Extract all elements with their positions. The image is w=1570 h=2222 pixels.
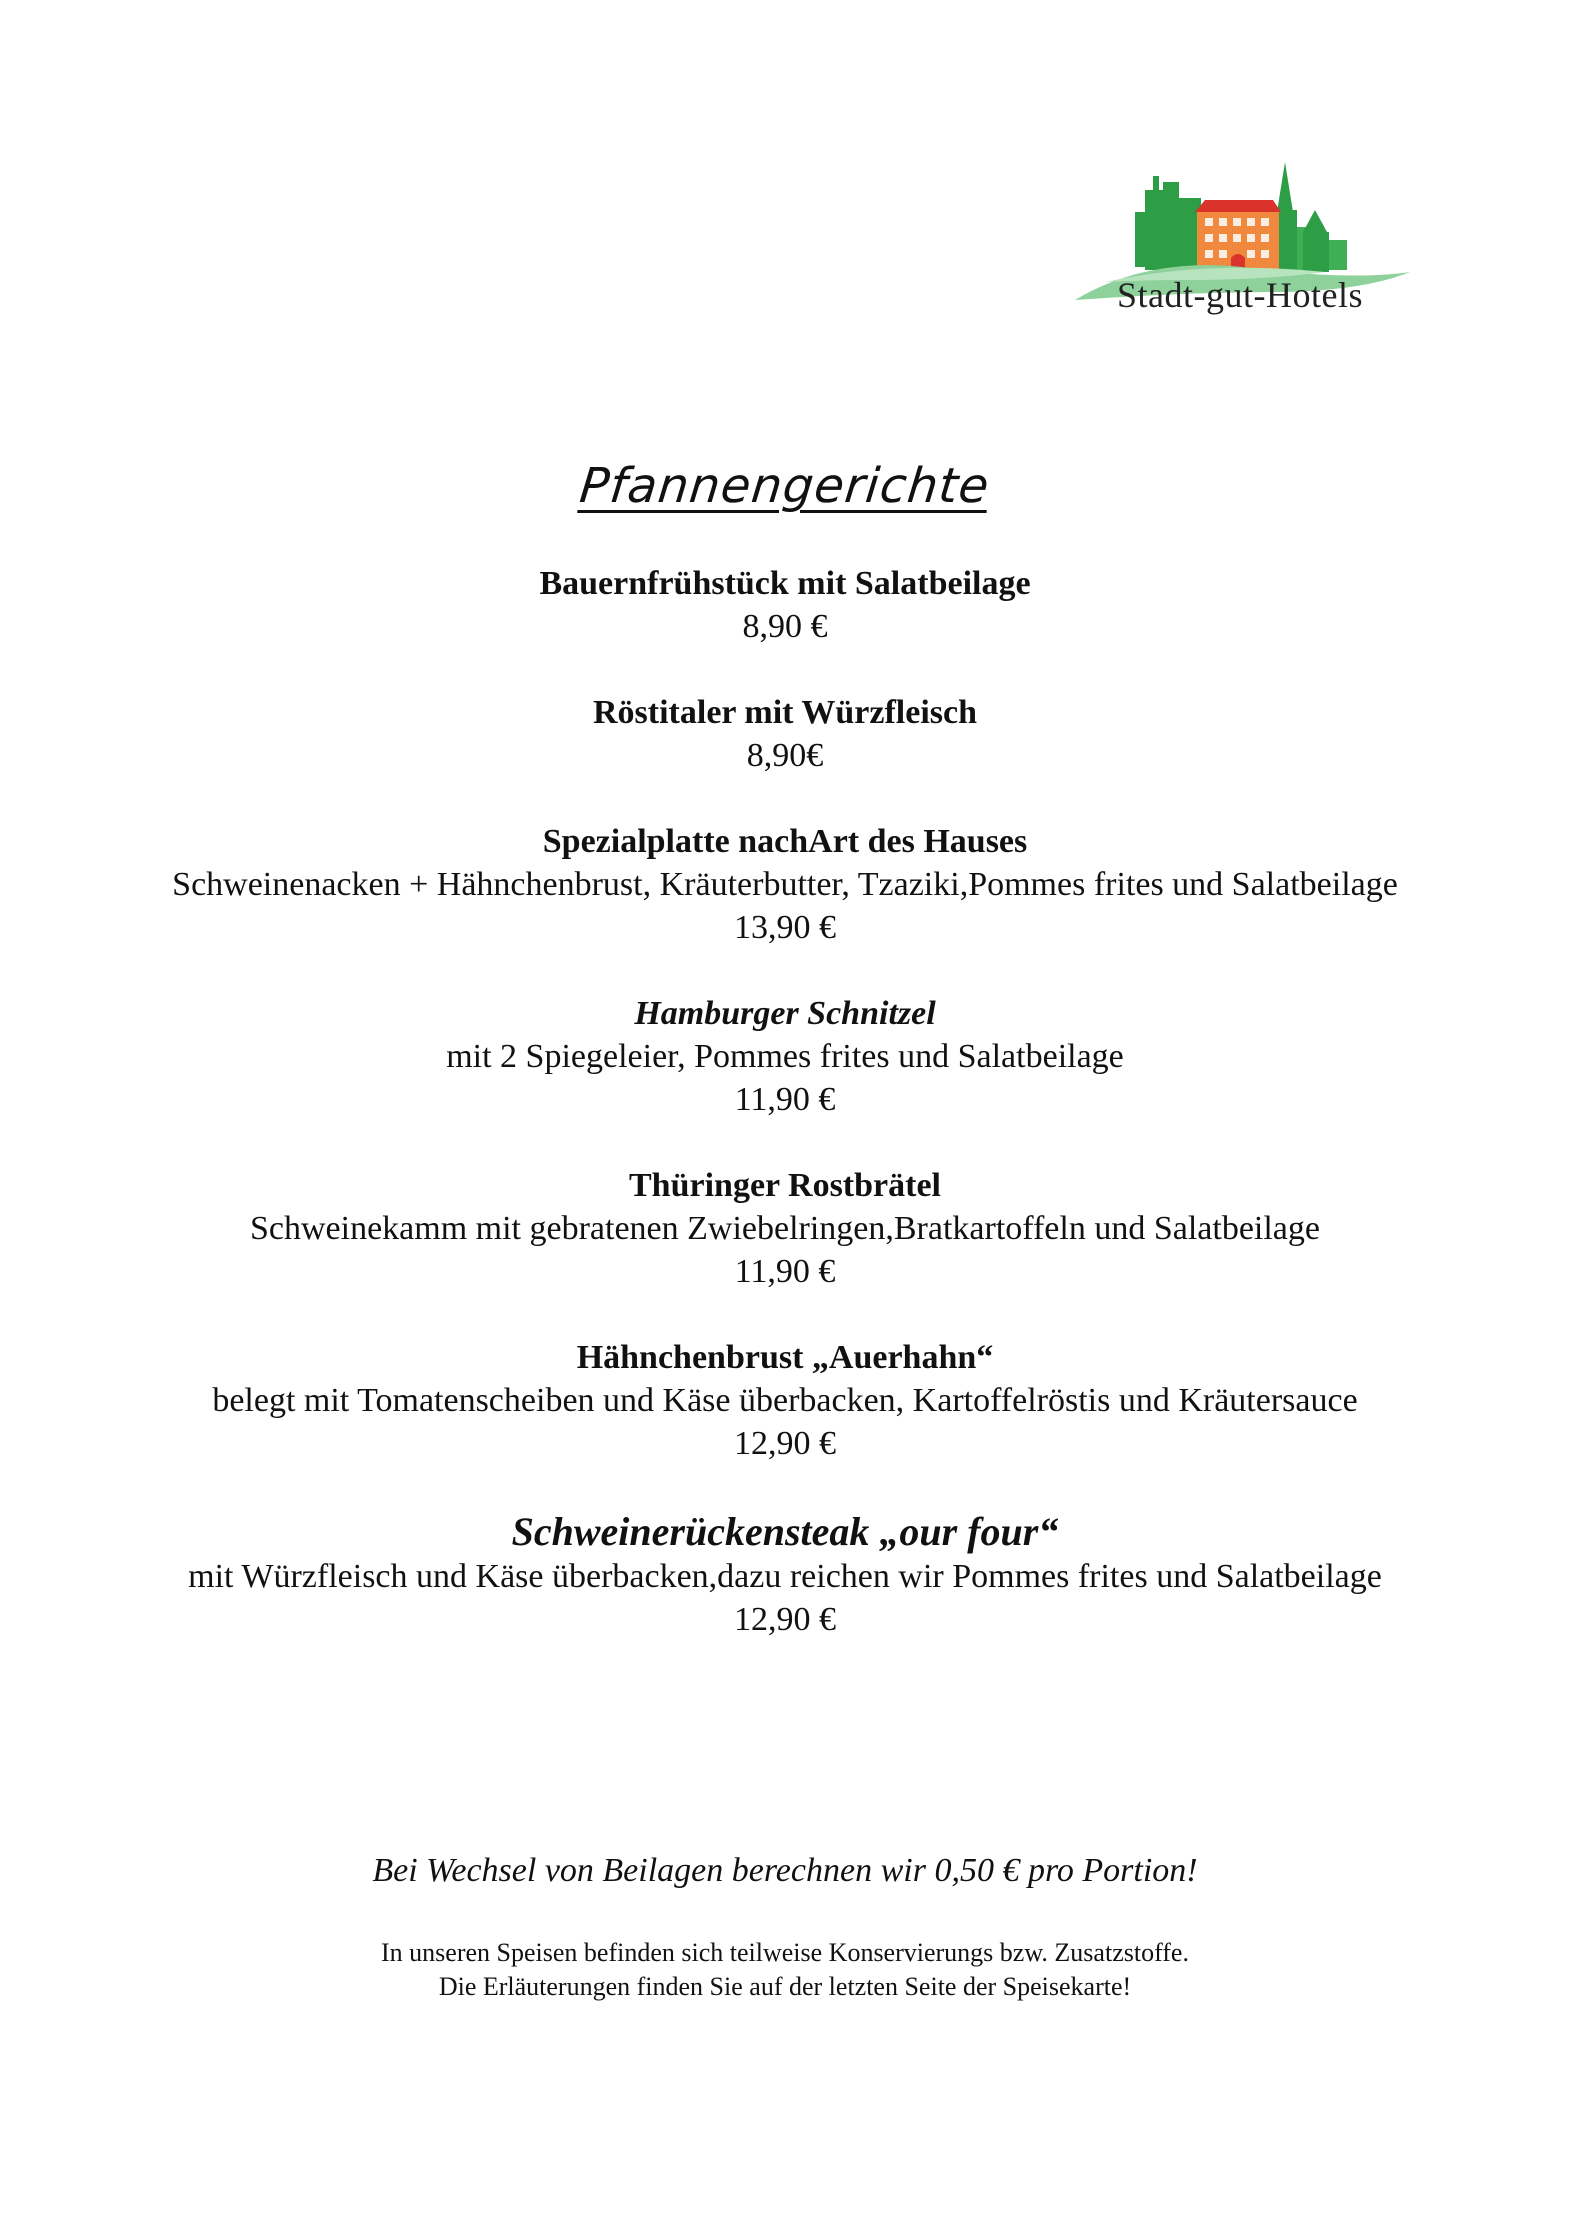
dish-description: mit 2 Spiegeleier, Pommes frites und Salatbeilage (446, 1038, 1124, 1075)
dish-price: 11,90 € (734, 1253, 836, 1290)
dish-name: Thüringer Rostbrätel (629, 1167, 941, 1204)
dish-list (0, 562, 1570, 1684)
dish-price: 8,90€ (746, 737, 824, 774)
dish-description: Schweinekamm mit gebratenen Zwiebelringen,Bratkartoffeln und Salatbeilage (249, 1210, 1320, 1247)
menu-item (0, 691, 1570, 777)
dish-name: Hähnchenbrust „Auerhahn“ (576, 1339, 994, 1376)
dish-name: Hamburger Schnitzel (634, 995, 936, 1032)
dish-description: mit Würzfleisch und Käse überbacken,dazu reichen wir Pommes frites und Salatbeilage (188, 1558, 1382, 1595)
menu-item (0, 1508, 1570, 1641)
dish-name: Spezialplatte nachArt des Hauses (542, 823, 1028, 860)
menu-item (0, 992, 1570, 1121)
footnote-line-2: Die Erläuterungen finden Sie auf der letzten Seite der Speisekarte! (438, 1972, 1132, 2001)
title-text: Pfannengerichte (577, 458, 993, 514)
side-dish-change-note: Bei Wechsel von Beilagen berechnen wir 0,50 € pro Portion! (372, 1852, 1198, 1889)
footnote-line-1: In unseren Speisen befinden sich teilweise Konservierungs bzw. Zusatzstoffe. (381, 1938, 1189, 1967)
dish-price: 13,90 € (734, 909, 836, 946)
page-title (0, 458, 1570, 514)
menu-item (0, 820, 1570, 949)
dish-name: Bauernfrühstück mit Salatbeilage (539, 565, 1031, 602)
dish-description: Schweinenacken + Hähnchenbrust, Kräuterbutter, Tzaziki,Pommes frites und Salatbeilage (172, 866, 1398, 903)
logo-brand-text: Stadt-gut-Hotels (1117, 275, 1363, 315)
dish-price: 12,90 € (734, 1601, 836, 1638)
dish-name: Schweinerückensteak „our four“ (511, 1509, 1059, 1554)
hotel-logo (1065, 152, 1415, 332)
dish-name: Röstitaler mit Würzfleisch (593, 694, 977, 731)
dish-description: belegt mit Tomatenscheiben und Käse überbacken, Kartoffelröstis und Kräutersauce (212, 1382, 1358, 1419)
menu-item (0, 1336, 1570, 1465)
dish-price: 11,90 € (734, 1081, 836, 1118)
additives-footnote (0, 1936, 1570, 2004)
menu-item (0, 1164, 1570, 1293)
dish-price: 8,90 € (742, 608, 828, 645)
menu-item (0, 562, 1570, 648)
dish-price: 12,90 € (734, 1425, 836, 1462)
